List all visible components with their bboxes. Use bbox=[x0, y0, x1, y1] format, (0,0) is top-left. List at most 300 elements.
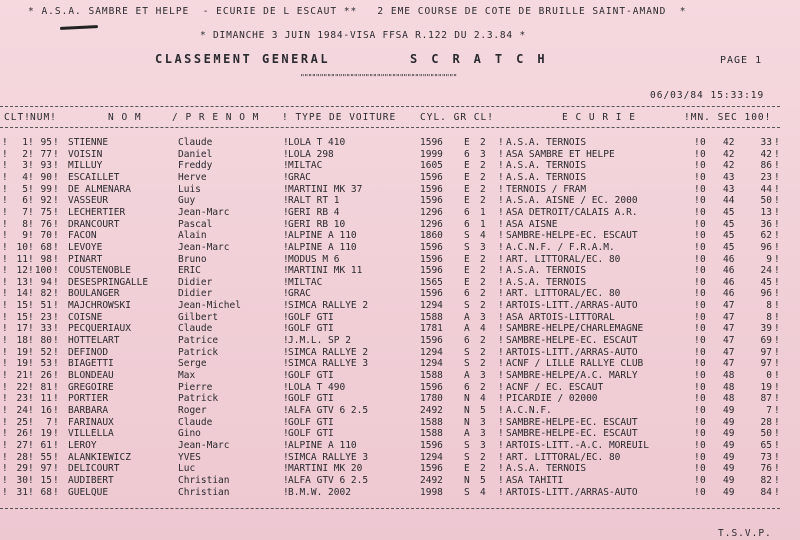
cell-cent: 8 bbox=[766, 311, 772, 323]
cell-ecurie: A.S.A. TERNOIS bbox=[506, 137, 587, 148]
event-date-line: * DIMANCHE 3 JUIN 1984-VISA FFSA R.122 DU 2.3.84 * bbox=[200, 30, 526, 41]
column-separator: ! bbox=[694, 451, 700, 463]
cell-ecurie: SAMBRE-HELPE-EC. ESCAUT bbox=[506, 230, 638, 242]
cell-cent: 50 bbox=[760, 195, 772, 207]
column-separator: ! bbox=[53, 300, 59, 312]
column-separator: ! bbox=[28, 230, 34, 242]
cell-prenom: Christian bbox=[178, 474, 230, 486]
cell-gr: S bbox=[464, 241, 470, 253]
column-separator: ! bbox=[283, 183, 289, 195]
column-separator: ! bbox=[2, 195, 8, 207]
cell-cl: 5 bbox=[480, 404, 486, 416]
table-row bbox=[0, 137, 800, 148]
column-separator: ! bbox=[694, 393, 700, 405]
cell-cent: 28 bbox=[760, 416, 772, 428]
column-separator: ! bbox=[774, 160, 780, 172]
cell-prenom: Claude bbox=[178, 323, 213, 335]
cell-mn: 0 bbox=[700, 253, 706, 265]
column-separator: ! bbox=[2, 358, 8, 370]
cell-nom: VASSEUR bbox=[68, 195, 109, 207]
cell-cent: 8 bbox=[766, 300, 772, 312]
cell-prenom: ERIC bbox=[178, 265, 201, 277]
column-separator: ! bbox=[694, 335, 700, 347]
table-row bbox=[0, 440, 800, 451]
footer-note: T.S.V.P. bbox=[718, 528, 772, 539]
cell-mn: 0 bbox=[700, 148, 706, 160]
cell-cent: 24 bbox=[760, 265, 772, 277]
column-separator: ! bbox=[774, 346, 780, 358]
cell-clt: 6 bbox=[22, 195, 28, 207]
column-separator: ! bbox=[2, 311, 8, 323]
cell-prenom: YVES bbox=[178, 451, 201, 463]
cell-nom: BARBARA bbox=[68, 404, 109, 416]
column-separator: ! bbox=[28, 276, 34, 288]
table-row bbox=[0, 149, 800, 160]
column-separator: ! bbox=[694, 323, 700, 335]
col-num: NUM! bbox=[30, 112, 57, 123]
cell-car: GOLF GTI bbox=[288, 428, 334, 440]
column-separator: ! bbox=[2, 241, 8, 253]
cell-mn: 0 bbox=[700, 335, 706, 347]
cell-num: 80 bbox=[40, 335, 52, 347]
cell-cent: 36 bbox=[760, 218, 772, 230]
cell-clt: 22 bbox=[16, 381, 28, 393]
cell-gr: S bbox=[464, 451, 470, 463]
cell-cent: 84 bbox=[760, 486, 772, 498]
cell-gr: N bbox=[464, 404, 470, 416]
column-separator: ! bbox=[498, 241, 504, 253]
cell-mn: 0 bbox=[700, 404, 706, 416]
column-separator: ! bbox=[53, 463, 59, 475]
column-separator: ! bbox=[498, 311, 504, 323]
cell-gr: N bbox=[464, 416, 470, 428]
cell-cl: 2 bbox=[480, 265, 486, 277]
column-separator: ! bbox=[694, 206, 700, 218]
column-separator: ! bbox=[53, 486, 59, 498]
cell-car: MODUS M 6 bbox=[288, 253, 340, 265]
column-separator: ! bbox=[28, 323, 34, 335]
column-separator: ! bbox=[28, 195, 34, 207]
cell-prenom: Jean-Marc bbox=[178, 241, 230, 253]
cell-sec: 49 bbox=[723, 404, 735, 416]
column-separator: ! bbox=[53, 439, 59, 451]
cell-nom: LECHERTIER bbox=[68, 206, 126, 218]
column-separator: ! bbox=[283, 206, 289, 218]
column-separator: ! bbox=[774, 428, 780, 440]
cell-sec: 47 bbox=[723, 300, 735, 312]
column-separator: ! bbox=[694, 311, 700, 323]
column-separator: ! bbox=[498, 335, 504, 347]
column-separator: ! bbox=[774, 241, 780, 253]
table-row bbox=[0, 475, 800, 486]
cell-mn: 0 bbox=[700, 393, 706, 405]
column-separator: ! bbox=[2, 171, 8, 183]
column-separator: ! bbox=[694, 218, 700, 230]
column-separator: ! bbox=[28, 148, 34, 160]
cell-mn: 0 bbox=[700, 183, 706, 195]
column-separator: ! bbox=[774, 381, 780, 393]
col-prenom: / P R E N O M bbox=[172, 112, 260, 123]
cell-nom: ESCAILLET bbox=[68, 171, 120, 183]
column-separator: ! bbox=[694, 195, 700, 207]
column-separator: ! bbox=[283, 160, 289, 172]
column-separator: ! bbox=[283, 288, 289, 300]
cell-gr: S bbox=[464, 230, 470, 242]
column-separator: ! bbox=[774, 195, 780, 207]
cell-nom: FARINAUX bbox=[68, 416, 114, 428]
column-separator: ! bbox=[28, 311, 34, 323]
cell-car: MILTAC bbox=[288, 160, 323, 172]
cell-car: GERI RB 4 bbox=[288, 206, 340, 218]
cell-cyl: 1596 bbox=[420, 195, 443, 207]
cell-mn: 0 bbox=[700, 265, 706, 277]
cell-num: 7 bbox=[46, 416, 52, 428]
cell-cyl: 1596 bbox=[420, 381, 443, 393]
cell-sec: 49 bbox=[723, 428, 735, 440]
cell-mn: 0 bbox=[700, 474, 706, 486]
col-clt: CLT! bbox=[4, 112, 31, 123]
column-separator: ! bbox=[53, 323, 59, 335]
cell-sec: 46 bbox=[723, 253, 735, 265]
cell-cent: 97 bbox=[760, 358, 772, 370]
column-separator: ! bbox=[498, 474, 504, 486]
column-separator: ! bbox=[774, 486, 780, 498]
table-row bbox=[0, 172, 800, 183]
column-separator: ! bbox=[28, 428, 34, 440]
cell-sec: 49 bbox=[723, 416, 735, 428]
cell-num: 99 bbox=[40, 183, 52, 195]
column-separator: ! bbox=[283, 311, 289, 323]
cell-clt: 18 bbox=[16, 335, 28, 347]
cell-num: 92 bbox=[40, 195, 52, 207]
cell-ecurie: ARTOIS-LITT./ARRAS-AUTO bbox=[506, 346, 638, 358]
cell-cent: 45 bbox=[760, 276, 772, 288]
cell-gr: A bbox=[464, 323, 470, 335]
cell-prenom: Gino bbox=[178, 428, 201, 440]
cell-prenom: Luis bbox=[178, 183, 201, 195]
cell-cent: 87 bbox=[760, 393, 772, 405]
cell-mn: 0 bbox=[700, 241, 706, 253]
cell-clt: 28 bbox=[16, 451, 28, 463]
cell-sec: 48 bbox=[723, 393, 735, 405]
cell-cent: 76 bbox=[760, 463, 772, 475]
column-separator: ! bbox=[774, 393, 780, 405]
column-separator: ! bbox=[774, 183, 780, 195]
cell-prenom: Claude bbox=[178, 137, 213, 148]
cell-car: LOLA T 490 bbox=[288, 381, 346, 393]
column-separator: ! bbox=[53, 346, 59, 358]
cell-clt: 9 bbox=[22, 230, 28, 242]
cell-ecurie: A.S.A. TERNOIS bbox=[506, 276, 587, 288]
column-separator: ! bbox=[28, 137, 34, 148]
cell-prenom: Didier bbox=[178, 288, 213, 300]
cell-cl: 4 bbox=[480, 393, 486, 405]
column-separator: ! bbox=[53, 335, 59, 347]
cell-gr: E bbox=[464, 253, 470, 265]
cell-prenom: Roger bbox=[178, 404, 207, 416]
cell-car: MARTINI MK 11 bbox=[288, 265, 363, 277]
column-separator: ! bbox=[2, 230, 8, 242]
cell-prenom: Luc bbox=[178, 463, 196, 475]
column-separator: ! bbox=[774, 474, 780, 486]
cell-mn: 0 bbox=[700, 381, 706, 393]
table-row bbox=[0, 230, 800, 241]
cell-sec: 49 bbox=[723, 486, 735, 498]
cell-sec: 47 bbox=[723, 311, 735, 323]
table-row bbox=[0, 288, 800, 299]
cell-car: SIMCA RALLYE 3 bbox=[288, 451, 369, 463]
cell-cyl: 1596 bbox=[420, 439, 443, 451]
cell-mn: 0 bbox=[700, 428, 706, 440]
cell-clt: 30 bbox=[16, 474, 28, 486]
table-row bbox=[0, 405, 800, 416]
cell-cent: 44 bbox=[760, 183, 772, 195]
table-row bbox=[0, 277, 800, 288]
column-separator: ! bbox=[2, 300, 8, 312]
cell-cl: 2 bbox=[480, 358, 486, 370]
cell-clt: 14 bbox=[16, 288, 28, 300]
cell-nom: MAJCHROWSKI bbox=[68, 300, 131, 312]
cell-gr: N bbox=[464, 393, 470, 405]
column-separator: ! bbox=[28, 370, 34, 381]
cell-cyl: 1588 bbox=[420, 416, 443, 428]
cell-cyl: 1294 bbox=[420, 300, 443, 312]
column-separator: ! bbox=[2, 276, 8, 288]
column-separator: ! bbox=[53, 404, 59, 416]
cell-num: 68 bbox=[40, 241, 52, 253]
cell-nom: GUELQUE bbox=[68, 486, 109, 498]
cell-cl: 2 bbox=[480, 463, 486, 475]
cell-cl: 1 bbox=[480, 206, 486, 218]
cell-cent: 82 bbox=[760, 474, 772, 486]
column-separator: ! bbox=[53, 241, 59, 253]
column-separator: ! bbox=[774, 265, 780, 277]
cell-gr: E bbox=[464, 276, 470, 288]
column-separator: ! bbox=[774, 253, 780, 265]
column-separator: ! bbox=[498, 370, 504, 381]
cell-clt: 1 bbox=[22, 137, 28, 148]
event-header: * A.S.A. SAMBRE ET HELPE - ECURIE DE L ESCAUT ** 2 EME COURSE DE COTE DE BRUILLE SAINT-AMAND * bbox=[28, 6, 687, 17]
cell-sec: 42 bbox=[723, 137, 735, 148]
cell-nom: DEFINOD bbox=[68, 346, 109, 358]
column-separator: ! bbox=[28, 404, 34, 416]
column-separator: ! bbox=[28, 486, 34, 498]
column-separator: ! bbox=[2, 404, 8, 416]
cell-cyl: 1999 bbox=[420, 148, 443, 160]
cell-mn: 0 bbox=[700, 370, 706, 381]
cell-cyl: 2492 bbox=[420, 474, 443, 486]
cell-cent: 86 bbox=[760, 160, 772, 172]
column-separator: ! bbox=[53, 171, 59, 183]
column-separator: ! bbox=[694, 428, 700, 440]
table-row bbox=[0, 312, 800, 323]
cell-num: 55 bbox=[40, 451, 52, 463]
cell-prenom: Jean-Marc bbox=[178, 206, 230, 218]
column-separator: ! bbox=[53, 195, 59, 207]
cell-ecurie: ASA AISNE bbox=[506, 218, 558, 230]
cell-clt: 25 bbox=[16, 416, 28, 428]
column-separator: ! bbox=[2, 288, 8, 300]
column-separator: ! bbox=[694, 346, 700, 358]
cell-clt: 15 bbox=[16, 300, 28, 312]
table-row bbox=[0, 195, 800, 206]
cell-cyl: 1588 bbox=[420, 428, 443, 440]
column-separator: ! bbox=[53, 148, 59, 160]
column-separator: ! bbox=[498, 358, 504, 370]
cell-ecurie: ACNF / LILLE RALLYE CLUB bbox=[506, 358, 644, 370]
column-separator: ! bbox=[283, 265, 289, 277]
column-separator: ! bbox=[53, 393, 59, 405]
cell-cl: 2 bbox=[480, 160, 486, 172]
cell-sec: 49 bbox=[723, 451, 735, 463]
column-separator: ! bbox=[774, 311, 780, 323]
table-row bbox=[0, 393, 800, 404]
cell-cent: 7 bbox=[766, 404, 772, 416]
cell-gr: E bbox=[464, 183, 470, 195]
column-separator: ! bbox=[694, 171, 700, 183]
column-separator: ! bbox=[28, 358, 34, 370]
cell-ecurie: ASA DETROIT/CALAIS A.R. bbox=[506, 206, 638, 218]
column-separator: ! bbox=[283, 416, 289, 428]
cell-gr: 6 bbox=[464, 148, 470, 160]
cell-prenom: Pascal bbox=[178, 218, 213, 230]
cell-ecurie: A.S.A. TERNOIS bbox=[506, 171, 587, 183]
column-separator: ! bbox=[694, 253, 700, 265]
cell-num: 26 bbox=[40, 370, 52, 381]
column-separator: ! bbox=[774, 276, 780, 288]
column-separator: ! bbox=[283, 439, 289, 451]
cell-nom: COUSTENOBLE bbox=[68, 265, 131, 277]
cell-ecurie: SAMBRE-HELPE-EC. ESCAUT bbox=[506, 416, 638, 428]
column-separator: ! bbox=[283, 404, 289, 416]
column-separator: ! bbox=[283, 195, 289, 207]
cell-nom: BOULANGER bbox=[68, 288, 120, 300]
table-header-rule bbox=[0, 127, 780, 128]
column-separator: ! bbox=[498, 218, 504, 230]
table-row bbox=[0, 254, 800, 265]
cell-cyl: 1596 bbox=[420, 265, 443, 277]
column-separator: ! bbox=[774, 463, 780, 475]
column-separator: ! bbox=[774, 335, 780, 347]
column-separator: ! bbox=[283, 230, 289, 242]
column-separator: ! bbox=[2, 370, 8, 381]
column-separator: ! bbox=[283, 276, 289, 288]
cell-prenom: Christian bbox=[178, 486, 230, 498]
cell-car: ALPINE A 110 bbox=[288, 241, 357, 253]
cell-num: 81 bbox=[40, 381, 52, 393]
column-separator: ! bbox=[53, 370, 59, 381]
cell-gr: S bbox=[464, 300, 470, 312]
cell-prenom: Didier bbox=[178, 276, 213, 288]
column-separator: ! bbox=[28, 335, 34, 347]
cell-cl: 4 bbox=[480, 230, 486, 242]
cell-cent: 42 bbox=[760, 148, 772, 160]
cell-sec: 45 bbox=[723, 230, 735, 242]
cell-nom: DRANCOURT bbox=[68, 218, 120, 230]
cell-gr: S bbox=[464, 486, 470, 498]
column-separator: ! bbox=[53, 276, 59, 288]
cell-num: 70 bbox=[40, 230, 52, 242]
column-separator: ! bbox=[53, 183, 59, 195]
cell-cl: 2 bbox=[480, 276, 486, 288]
column-separator: ! bbox=[498, 451, 504, 463]
column-separator: ! bbox=[694, 358, 700, 370]
column-separator: ! bbox=[283, 393, 289, 405]
cell-clt: 10 bbox=[16, 241, 28, 253]
cell-ecurie: SAMBRE-HELPE-EC. ESCAUT bbox=[506, 335, 638, 347]
cell-clt: 3 bbox=[22, 160, 28, 172]
column-separator: ! bbox=[498, 160, 504, 172]
cell-clt: 27 bbox=[16, 439, 28, 451]
column-separator: ! bbox=[53, 253, 59, 265]
cell-cyl: 1596 bbox=[420, 241, 443, 253]
cell-cent: 62 bbox=[760, 230, 772, 242]
column-separator: ! bbox=[694, 474, 700, 486]
cell-car: SIMCA RALLYE 2 bbox=[288, 346, 369, 358]
column-separator: ! bbox=[774, 451, 780, 463]
cell-cl: 1 bbox=[480, 218, 486, 230]
column-separator: ! bbox=[53, 206, 59, 218]
column-separator: ! bbox=[694, 183, 700, 195]
column-separator: ! bbox=[28, 416, 34, 428]
cell-num: 52 bbox=[40, 346, 52, 358]
cell-clt: 17 bbox=[16, 323, 28, 335]
column-separator: ! bbox=[283, 148, 289, 160]
cell-num: 94 bbox=[40, 276, 52, 288]
cell-nom: VILLELLA bbox=[68, 428, 114, 440]
cell-car: LOLA T 410 bbox=[288, 137, 346, 148]
cell-nom: STIENNE bbox=[68, 137, 109, 148]
cell-clt: 19 bbox=[16, 346, 28, 358]
column-separator: ! bbox=[694, 404, 700, 416]
cell-clt: 11 bbox=[16, 253, 28, 265]
cell-num: 15 bbox=[40, 474, 52, 486]
column-separator: ! bbox=[498, 404, 504, 416]
cell-sec: 49 bbox=[723, 439, 735, 451]
column-separator: ! bbox=[2, 183, 8, 195]
cell-clt: 5 bbox=[22, 183, 28, 195]
cell-cl: 2 bbox=[480, 346, 486, 358]
column-separator: ! bbox=[774, 416, 780, 428]
cell-mn: 0 bbox=[700, 137, 706, 148]
column-separator: ! bbox=[774, 358, 780, 370]
cell-num: 98 bbox=[40, 253, 52, 265]
cell-nom: PORTIER bbox=[68, 393, 109, 405]
cell-num: 11 bbox=[40, 393, 52, 405]
cell-cent: 19 bbox=[760, 381, 772, 393]
cell-num: 97 bbox=[40, 463, 52, 475]
cell-clt: 2 bbox=[22, 148, 28, 160]
cell-cl: 4 bbox=[480, 323, 486, 335]
column-separator: ! bbox=[774, 171, 780, 183]
column-separator: ! bbox=[283, 241, 289, 253]
cell-cl: 2 bbox=[480, 300, 486, 312]
cell-ecurie: ART. LITTORAL/EC. 80 bbox=[506, 451, 621, 463]
cell-ecurie: A.C.N.F. / F.R.A.M. bbox=[506, 241, 615, 253]
cell-nom: FACON bbox=[68, 230, 97, 242]
cell-cl: 2 bbox=[480, 451, 486, 463]
page-number: PAGE 1 bbox=[720, 55, 763, 66]
cell-cl: 2 bbox=[480, 253, 486, 265]
column-separator: ! bbox=[694, 288, 700, 300]
table-row bbox=[0, 358, 800, 369]
cell-prenom: Freddy bbox=[178, 160, 213, 172]
column-separator: ! bbox=[498, 183, 504, 195]
table-row bbox=[0, 265, 800, 276]
column-separator: ! bbox=[53, 288, 59, 300]
cell-cyl: 1605 bbox=[420, 160, 443, 172]
cell-nom: GREGOIRE bbox=[68, 381, 114, 393]
